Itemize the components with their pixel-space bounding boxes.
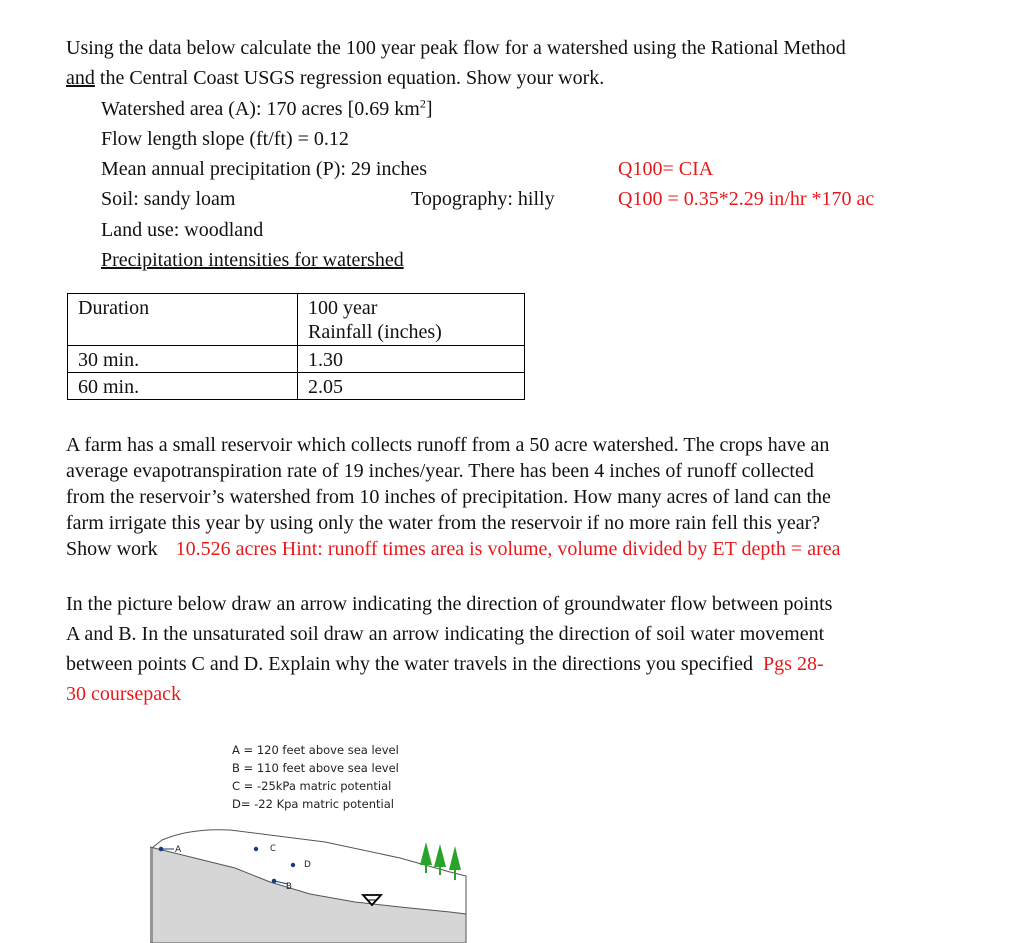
flow-slope: Flow length slope (ft/ft) = 0.12 — [101, 128, 349, 150]
q1-line2-rest: the Central Coast USGS regression equation. Show your work. — [94, 67, 605, 89]
point-d-marker — [291, 863, 295, 867]
point-b-label: B — [286, 882, 292, 892]
q2-line3: from the reservoir’s watershed from 10 inches of precipitation. How many acres of land can the — [66, 486, 831, 508]
q3-line3 — [66, 652, 824, 676]
rainfall-cell: 2.05 — [298, 373, 525, 400]
tree-icon — [420, 842, 461, 880]
q3-line3-text: between points C and D. Explain why the water travels in the directions you specified — [66, 653, 754, 675]
q2-line1: A farm has a small reservoir which collects runoff from a 50 acre watershed. The crops have an — [66, 434, 830, 456]
q1-and-underlined: and — [66, 67, 95, 89]
mean-precip: Mean annual precipitation (P): 29 inches — [101, 158, 428, 180]
point-c-label: C — [270, 844, 276, 854]
intensities-heading: Precipitation intensities for watershed — [101, 249, 404, 271]
q1-line2 — [66, 66, 604, 90]
q3-answer-part1: Pgs 28- — [763, 653, 824, 675]
table-header-row — [68, 294, 525, 346]
watershed-area-text: Watershed area (A): 170 acres [0.69 km — [101, 98, 420, 120]
q3-answer-part2: 30 coursepack — [66, 683, 181, 705]
duration-cell: 30 min. — [68, 346, 298, 373]
legend-a: A = 120 feet above sea level — [232, 743, 399, 757]
table-row — [68, 346, 525, 373]
q2-line2: average evapotranspiration rate of 19 inches/year. There has been 4 inches of runoff collected — [66, 460, 814, 482]
q2-line5 — [66, 537, 841, 561]
topography: Topography: hilly — [411, 188, 555, 210]
rainfall-table — [67, 293, 525, 400]
point-d-label: D — [304, 860, 311, 870]
point-a-label: A — [175, 845, 182, 855]
hillslope-diagram — [150, 820, 480, 943]
soil-type: Soil: sandy loam — [101, 188, 236, 210]
km-squared-sup: 2 — [419, 96, 426, 111]
q3-line1: In the picture below draw an arrow indicating the direction of groundwater flow between points — [66, 593, 833, 615]
rainfall-header — [298, 294, 525, 346]
q2-show-work: Show work — [66, 538, 158, 560]
land-use: Land use: woodland — [101, 219, 264, 241]
rainfall-header-line2: Rainfall (inches) — [308, 321, 442, 343]
answer-q100-calc: Q100 = 0.35*2.29 in/hr *170 ac — [618, 188, 875, 210]
q3-line2: A and B. In the unsaturated soil draw an arrow indicating the direction of soil water movement — [66, 623, 825, 645]
watershed-area — [101, 97, 432, 121]
duration-cell: 60 min. — [68, 373, 298, 400]
duration-header: Duration — [68, 294, 298, 346]
point-c-marker — [254, 847, 258, 851]
q1-line1: Using the data below calculate the 100 year peak flow for a watershed using the Rational Method — [66, 37, 846, 59]
q2-line4: farm irrigate this year by using only the water from the reservoir if no more rain fell this year? — [66, 512, 821, 534]
rainfall-cell: 1.30 — [298, 346, 525, 373]
rainfall-header-line1: 100 year — [308, 297, 378, 319]
table-row — [68, 373, 525, 400]
legend-c: C = -25kPa matric potential — [232, 779, 392, 793]
answer-q100-formula: Q100= CIA — [618, 158, 714, 180]
legend-d: D= -22 Kpa matric potential — [232, 797, 394, 811]
figure-legend — [232, 741, 399, 813]
watershed-area-close: ] — [425, 98, 433, 120]
q2-answer: 10.526 acres Hint: runoff times area is volume, volume divided by ET depth = area — [175, 538, 841, 560]
legend-b: B = 110 feet above sea level — [232, 761, 399, 775]
